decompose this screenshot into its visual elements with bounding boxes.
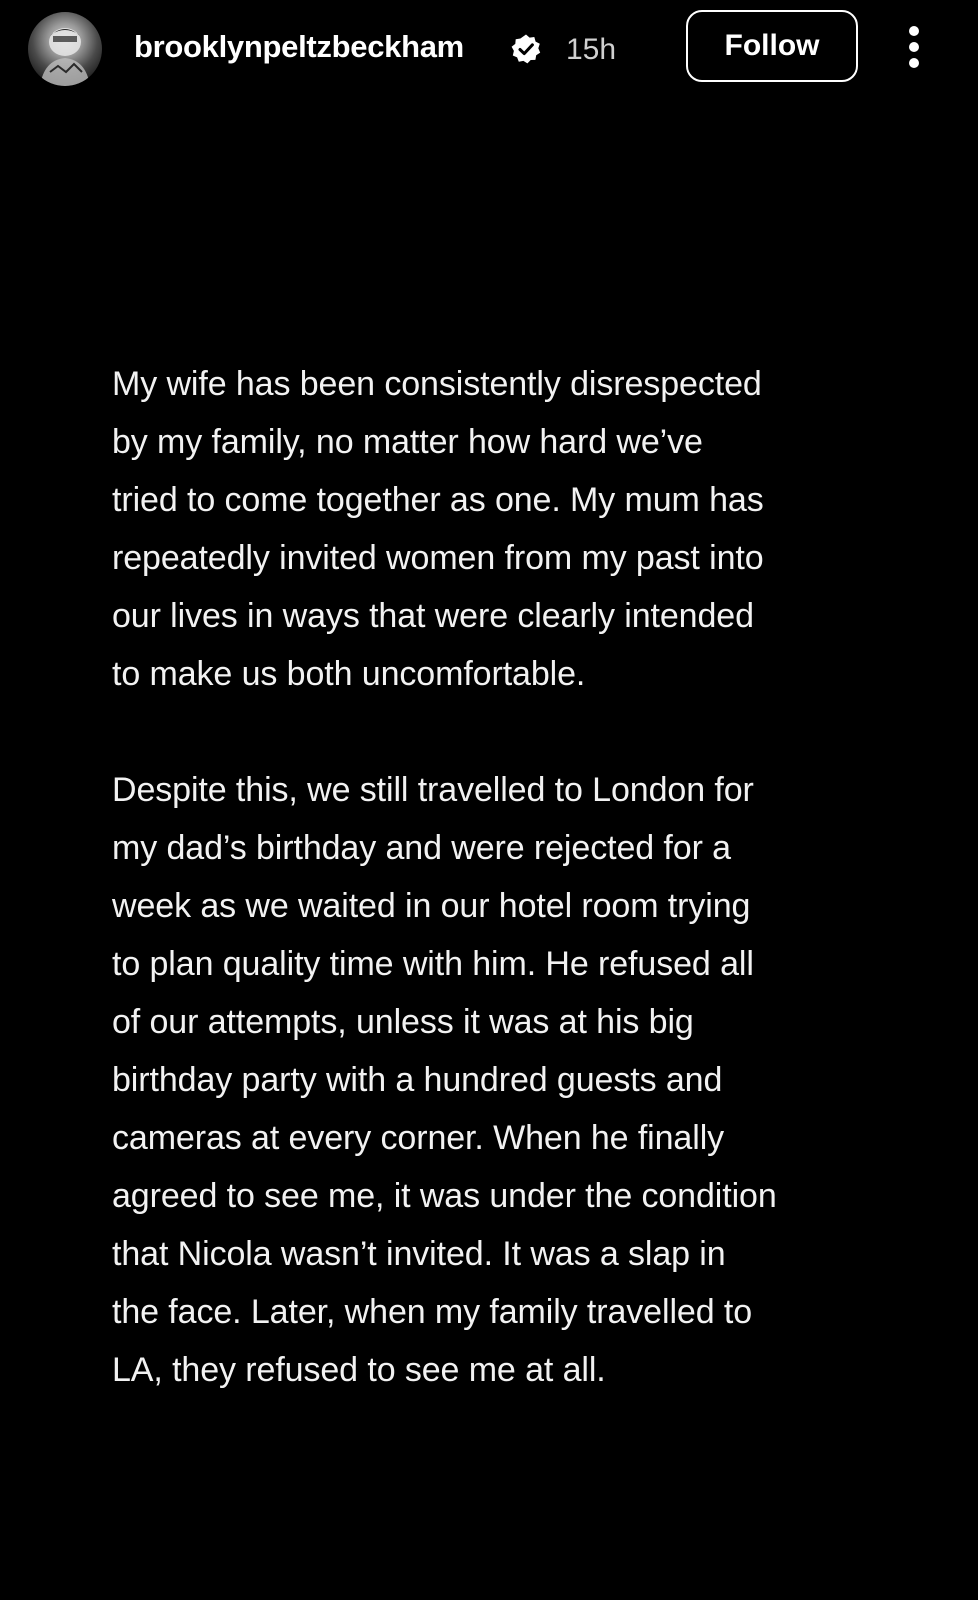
paragraph-2 bbox=[112, 761, 872, 1399]
text-line: our lives in ways that were clearly intended bbox=[112, 597, 754, 635]
avatar-image-icon bbox=[28, 12, 102, 86]
text-line: week as we waited in our hotel room trying bbox=[112, 887, 751, 925]
text-line: the face. Later, when my family travelled to bbox=[112, 1293, 753, 1331]
text-line: LA, they refused to see me at all. bbox=[112, 1351, 606, 1389]
verified-badge-icon bbox=[510, 33, 542, 65]
text-line: birthday party with a hundred guests and bbox=[112, 1061, 723, 1099]
text-line: to plan quality time with him. He refused all bbox=[112, 945, 754, 983]
text-line: cameras at every corner. When he finally bbox=[112, 1119, 725, 1157]
post-time: 15h bbox=[566, 33, 617, 66]
text-line: by my family, no matter how hard we’ve bbox=[112, 423, 703, 461]
avatar[interactable] bbox=[28, 12, 102, 86]
text-line: my dad’s birthday and were rejected for a bbox=[112, 829, 731, 867]
story-header bbox=[0, 0, 978, 96]
more-vertical-icon[interactable] bbox=[900, 22, 928, 72]
text-line: that Nicola wasn’t invited. It was a slap in bbox=[112, 1235, 726, 1273]
username[interactable]: brooklynpeltzbeckham bbox=[134, 29, 464, 64]
story-text-content bbox=[112, 355, 872, 1399]
follow-button[interactable]: Follow bbox=[686, 10, 858, 82]
text-line: of our attempts, unless it was at his big bbox=[112, 1003, 694, 1041]
text-line: My wife has been consistently disrespected bbox=[112, 365, 762, 403]
text-line: repeatedly invited women from my past into bbox=[112, 539, 764, 577]
text-line: Despite this, we still travelled to London for bbox=[112, 771, 754, 809]
text-line: agreed to see me, it was under the condition bbox=[112, 1177, 777, 1215]
text-line: tried to come together as one. My mum has bbox=[112, 481, 764, 519]
text-line: to make us both uncomfortable. bbox=[112, 655, 586, 693]
paragraph-1 bbox=[112, 355, 872, 703]
